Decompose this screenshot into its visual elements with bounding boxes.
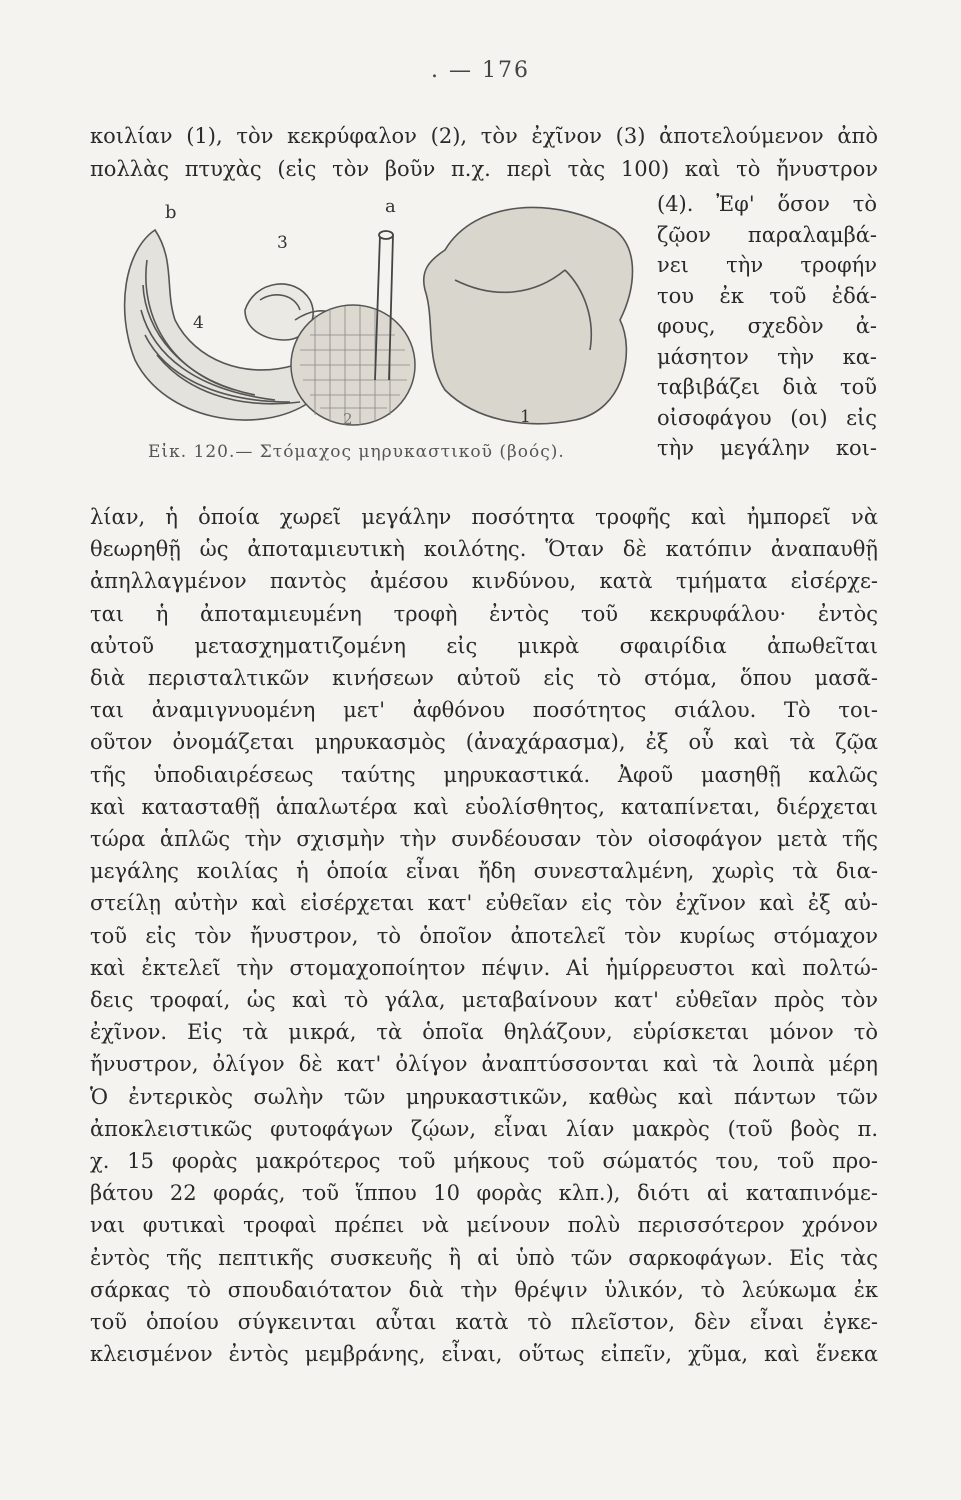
label-a: a <box>385 196 396 217</box>
reticulum-drawing <box>291 305 415 425</box>
text-line: τῆς ὑποδιαιρέσεως ταύτης μηρυκαστικά. Ἀφοῦ μασηθῇ καλῶς <box>90 762 878 787</box>
label-1: 1 <box>520 407 531 427</box>
text-line: ζῷον παραλαμβά- <box>657 222 877 247</box>
text-line: μάσητον τὴν κα- <box>657 344 877 369</box>
text-line: χ. 15 φορὰς μακρότερος τοῦ μήκους τοῦ σώματός του, τοῦ προ- <box>90 1149 878 1173</box>
text-line: φους, σχεδὸν ἀ- <box>657 314 877 338</box>
text-line: δεις τροφαί, ὡς καὶ τὸ γάλα, μεταβαίνουν κατ' εὐθεῖαν πρὸς τὸν <box>90 988 878 1012</box>
text-line: ἐντὸς τῆς πεπτικῆς συσκευῆς ἢ αἱ ὑπὸ τῶν σαρκοφάγων. Εἰς τὰς <box>90 1245 878 1270</box>
label-2: 2 <box>343 410 353 428</box>
text-line: οἰσοφάγου (οι) εἰς <box>657 405 877 430</box>
text-line: τὴν μεγάλην κοι- <box>657 436 877 460</box>
text-line: Ὁ ἐντερικὸς σωλὴν τῶν μηρυκαστικῶν, καθὼς καὶ πάντων τῶν <box>90 1084 878 1109</box>
text-line: του ἐκ τοῦ ἐδά- <box>657 283 877 308</box>
text-line: θεωρηθῇ ὡς ἀποταμιευτικὴ κοιλότης. Ὅταν δὲ κατόπιν ἀναπαυθῇ <box>90 537 878 562</box>
text-line: κλεισμένον ἐντὸς μεμβράνης, εἶναι, οὕτως εἰπεῖν, χῦμα, καὶ ἕνεκα <box>90 1342 878 1367</box>
text-line: (4). Ἐφ' ὅσον τὸ <box>657 192 877 216</box>
text-line: ται ἡ ἀποταμιευμένη τροφὴ ἐντὸς τοῦ κεκρυφάλου· ἐντὸς <box>90 601 878 626</box>
text-line: ναι φυτικαὶ τροφαὶ πρέπει νὰ μείνουν πολὺ περισσότερον χρόνον <box>90 1213 878 1238</box>
text-line: ταβιβάζει διὰ τοῦ <box>657 375 877 399</box>
rumen-drawing <box>424 207 633 423</box>
text-line: οῦτον ὀνομάζεται μηρυκασμὸς (ἀναχάρασμα), ἐξ οὗ καὶ τὰ ζῷα <box>90 730 878 755</box>
stomach-illustration <box>95 190 650 470</box>
text-line: καὶ κατασταθῇ ἁπαλωτέρα καὶ εὐολίσθητος, καταπίνεται, διέρχεται <box>90 794 878 819</box>
text-line: ἀποκλειστικῶς φυτοφάγων ζῴων, εἶναι λίαν μακρὸς (τοῦ βοὸς π. <box>90 1116 878 1141</box>
text-line: αὐτοῦ μετασχηματιζομένη εἰς μικρὰ σφαιρίδια ἀπωθεῖται <box>90 633 878 658</box>
text-line: διὰ περισταλτικῶν κινήσεων αὐτοῦ εἰς τὸ στόμα, ὅπου μασᾶ- <box>90 666 878 690</box>
text-line: ἀπηλλαγμένον παντὸς ἀμέσου κινδύνου, κατὰ τμήματα εἰσέρχε- <box>90 569 878 594</box>
label-3: 3 <box>277 233 288 253</box>
page-number: . — 176 <box>431 58 530 83</box>
label-4: 4 <box>193 313 204 333</box>
text-line: ἤνυστρον, ὀλίγον δὲ κατ' ὀλίγον ἀναπτύσσονται καὶ τὰ λοιπὰ μέρη <box>90 1052 878 1077</box>
text-line: λίαν, ἡ ὁποία χωρεῖ μεγάλην ποσότητα τροφῆς καὶ ἠμπορεῖ νὰ <box>90 505 878 529</box>
text-line: ἐχῖνον. Εἰς τὰ μικρά, τὰ ὁποῖα θηλάζουν, εὑρίσκεται μόνον τὸ <box>90 1020 878 1045</box>
text-line: καὶ ἐκτελεῖ τὴν στομαχοποίητον πέψιν. Αἱ ἡμίρρευστοι καὶ πολτώ- <box>90 955 878 980</box>
text-line: πολλὰς πτυχὰς (εἰς τὸν βοῦν π.χ. περὶ τὰς 100) καὶ τὸ ἤνυστρον <box>90 157 878 181</box>
text-line: στείλῃ αὐτὴν καὶ εἰσέρχεται κατ' εὐθεῖαν εἰς τὸν ἐχῖνον καὶ ἐξ αὐ- <box>90 891 878 916</box>
text-line: ται ἀναμιγνυομένη μετ' ἀφθόνου ποσότητος σιάλου. Τὸ τοι- <box>90 698 878 723</box>
text-line: βάτου 22 φοράς, τοῦ ἵππου 10 φορὰς κλπ.), διότι αἱ καταπινόμε- <box>90 1181 878 1206</box>
figure-caption: Εἰκ. 120.— Στόμαχος μηρυκαστικοῦ (βοός). <box>148 442 565 462</box>
label-b: b <box>165 202 177 223</box>
text-line: σάρκας τὸ σπουδαιότατον διὰ τὴν θρέψιν ὑλικόν, τὸ λεύκωμα ἐκ <box>90 1277 878 1302</box>
text-line: τώρα ἁπλῶς τὴν σχισμὴν τὴν συνδέουσαν τὸν οἰσοφάγον μετὰ τῆς <box>90 827 878 851</box>
text-line: νει τὴν τροφήν <box>657 253 877 277</box>
text-line: τοῦ ὁποίου σύγκεινται αὗται κατὰ τὸ πλεῖστον, δὲν εἶναι ἐγκε- <box>90 1310 878 1334</box>
text-line: μεγάλης κοιλίας ἡ ὁποία εἶναι ἤδη συνεσταλμένη, χωρὶς τὰ δια- <box>90 859 878 884</box>
text-line: κοιλίαν (1), τὸν κεκρύφαλον (2), τὸν ἐχῖνον (3) ἀποτελούμενον ἀπὸ <box>90 124 878 148</box>
text-line: τοῦ εἰς τὸν ἤνυστρον, τὸ ὁποῖον ἀποτελεῖ τὸν κυρίως στόμαχον <box>90 923 878 948</box>
